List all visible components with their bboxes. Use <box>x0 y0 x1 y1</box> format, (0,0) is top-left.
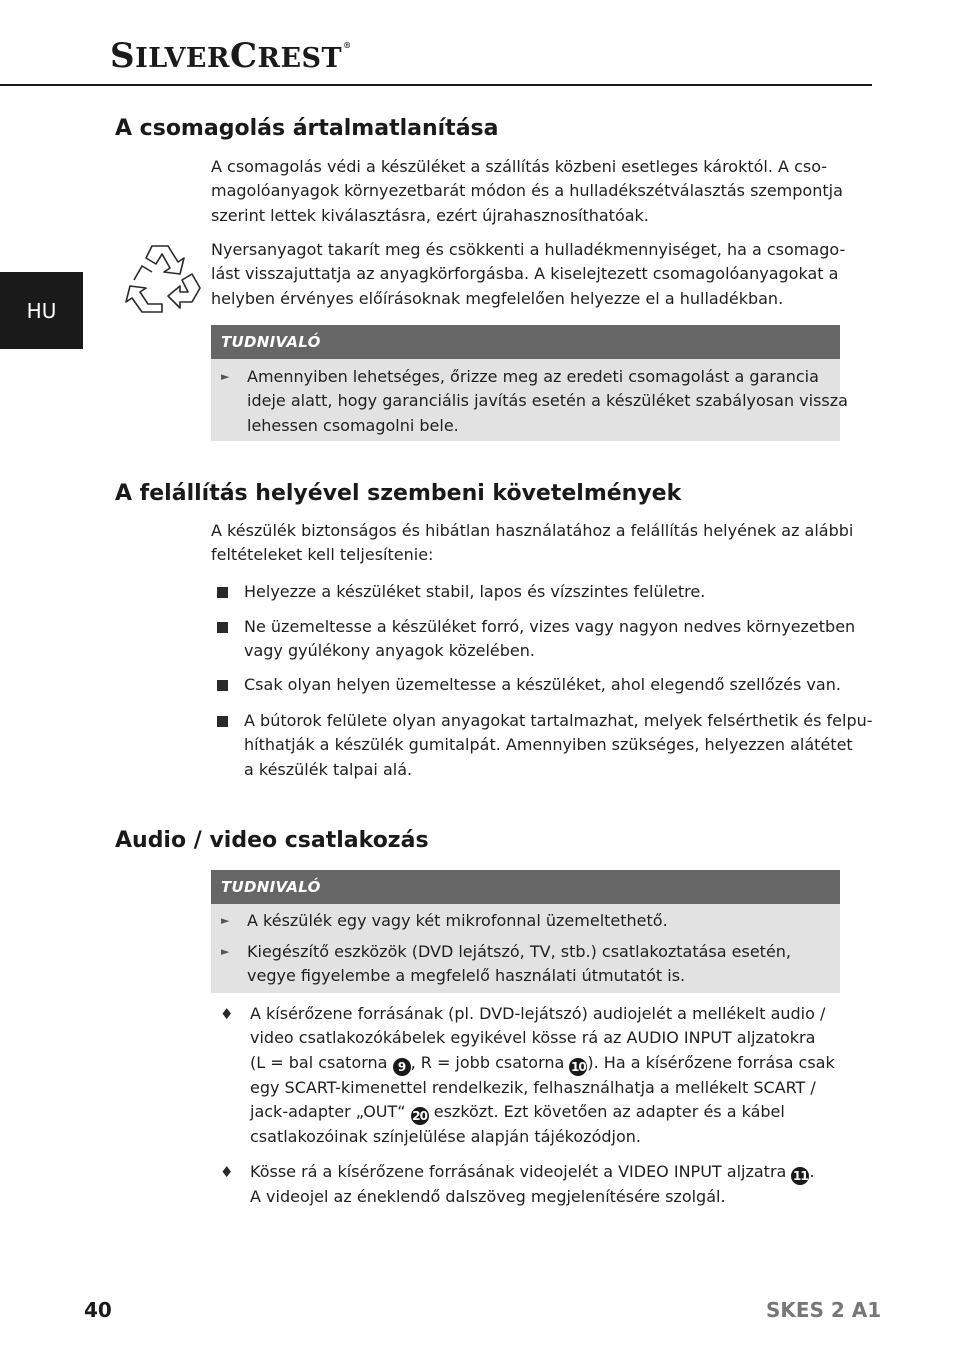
note-header-av: TUDNIVALÓ <box>211 870 840 904</box>
page-number: 40 <box>84 1298 112 1322</box>
recycle-icon <box>122 240 206 318</box>
arrow-right-icon: ► <box>221 914 230 927</box>
section-title-av: Audio / video csatlakozás <box>115 828 429 853</box>
note-body-av <box>211 904 840 993</box>
text-line: vagy gyúlékony anyagok közelében. <box>244 641 535 661</box>
text-line: A készülék biztonságos és hibátlan használatához a felállítás helyének az alábbi <box>211 521 854 540</box>
text-line: magolóanyagok környezetbarát módon és a hulladékszétválasztás szempontja <box>211 181 843 201</box>
text-line: ). Ha a kísérőzene forrása csak <box>587 1052 835 1072</box>
section-title-packaging: A csomagolás ártalmatlanítása <box>115 116 499 141</box>
brand-rest-2: REST <box>257 43 343 74</box>
instruction-text <box>250 1002 835 1149</box>
instruction-text <box>250 1160 815 1209</box>
list-item-text <box>244 709 873 782</box>
packaging-paragraph-1 <box>211 155 843 228</box>
square-bullet-icon <box>217 587 228 598</box>
text-line: híthatják a készülék gumitalpát. Amennyiben szükséges, helyezzen alátétet <box>244 735 853 755</box>
text-line: lást visszajuttatja az anyagkörforgásba. A kiselejtezett csomagolóanyagokat a <box>211 264 839 284</box>
text-line: lehessen csomagolni bele. <box>247 415 459 435</box>
text-line: csatlakozóinak színjelülése alapján tájékozódjon. <box>250 1126 641 1146</box>
ref-number-badge: 20 <box>412 1108 427 1123</box>
text-line: A bútorok felülete olyan anyagokat tartalmazhat, melyek felsérthetik és felpu- <box>244 711 873 730</box>
text-line: video csatlakozókábelek egyikével kösse rá az AUDIO INPUT aljzatokra <box>250 1028 816 1048</box>
note-header-packaging: TUDNIVALÓ <box>211 325 840 359</box>
ref-number-badge: 11 <box>793 1169 808 1183</box>
text-line: feltételeket kell teljesítenie: <box>211 545 434 565</box>
text-line: egy SCART-kimenettel rendelkezik, felhasználhatja a mellékelt SCART / <box>250 1077 816 1097</box>
list-item-text: Csak olyan helyen üzemeltesse a készüléket, ahol elegendő szellőzés van. <box>244 675 841 694</box>
diamond-bullet-icon: ♦ <box>220 1005 234 1023</box>
registered-mark: ® <box>343 40 352 50</box>
text-line: helyben érvényes előírásoknak megfelelően helyezze el a hulladékban. <box>211 288 784 308</box>
text-line: A kísérőzene forrásának (pl. DVD-lejátszó) audiojelét a mellékelt audio / <box>250 1004 826 1023</box>
language-tab-label: HU <box>26 298 57 323</box>
brand-logo <box>110 36 352 76</box>
diamond-bullet-icon: ♦ <box>220 1163 234 1181</box>
text-line: ideje alatt, hogy garanciális javítás esetén a készüléket szabályosan vissza <box>247 391 848 411</box>
language-tab <box>0 272 83 349</box>
note-body-packaging <box>211 359 848 441</box>
placement-intro <box>211 519 853 568</box>
text-line: A videojel az éneklendő dalszöveg megjelenítésére szolgál. <box>250 1187 726 1206</box>
text-line: (L = bal csatorna <box>250 1052 393 1072</box>
packaging-paragraph-2 <box>211 238 845 311</box>
list-item-text <box>244 615 855 664</box>
ref-number-badge: 10 <box>571 1059 586 1074</box>
text-line: a készülék talpai alá. <box>244 759 413 779</box>
arrow-right-icon: ► <box>221 370 230 383</box>
text-line: vegye figyelembe a megfelelő használati útmutatót is. <box>247 966 686 986</box>
text-line: Kiegészítő eszközök (DVD lejátszó, TV, stb.) csatlakoztatása esetén, <box>247 942 792 961</box>
text-line: jack-adapter „OUT“ <box>250 1101 411 1121</box>
text-line: eszközt. Ezt követően az adapter és a kábel <box>428 1101 785 1121</box>
section-title-placement: A felállítás helyével szembeni követelmények <box>115 481 682 506</box>
note-item-text: A készülék egy vagy két mikrofonnal üzemeltethető. <box>247 911 668 930</box>
text-line: , R = jobb csatorna <box>410 1052 570 1072</box>
square-bullet-icon <box>217 680 228 691</box>
brand-rest-1: ILVER <box>135 43 230 74</box>
list-item-text: Helyezze a készüléket stabil, lapos és vízszintes felületre. <box>244 582 706 601</box>
text-line: Nyersanyagot takarít meg és csökkenti a hulladékmennyiséget, ha a csomago- <box>211 240 846 259</box>
note-item-text <box>247 940 791 989</box>
text-line: Kösse rá a kísérőzene forrásának videojelét a VIDEO INPUT aljzatra <box>250 1162 792 1181</box>
model-number: SKES 2 A1 <box>766 1298 882 1322</box>
arrow-right-icon: ► <box>221 945 230 958</box>
note-item-text <box>247 365 848 438</box>
text-line: . <box>809 1162 815 1181</box>
square-bullet-icon <box>217 622 228 633</box>
brand-initial-c: C <box>229 36 258 76</box>
text-line: Amennyiben lehetséges, őrizze meg az eredeti csomagolást a garancia <box>247 367 819 386</box>
text-line: szerint lettek kiválasztásra, ezért újrahasznosíthatóak. <box>211 205 649 225</box>
ref-number-badge: 9 <box>393 1058 411 1076</box>
header-rule <box>0 84 872 86</box>
text-line: A csomagolás védi a készüléket a szállítás közbeni esetleges károktól. A cso- <box>211 157 828 176</box>
square-bullet-icon <box>217 716 228 727</box>
brand-initial-s: S <box>110 36 136 76</box>
text-line: Ne üzemeltesse a készüléket forró, vizes vagy nagyon nedves környezetben <box>244 617 856 636</box>
